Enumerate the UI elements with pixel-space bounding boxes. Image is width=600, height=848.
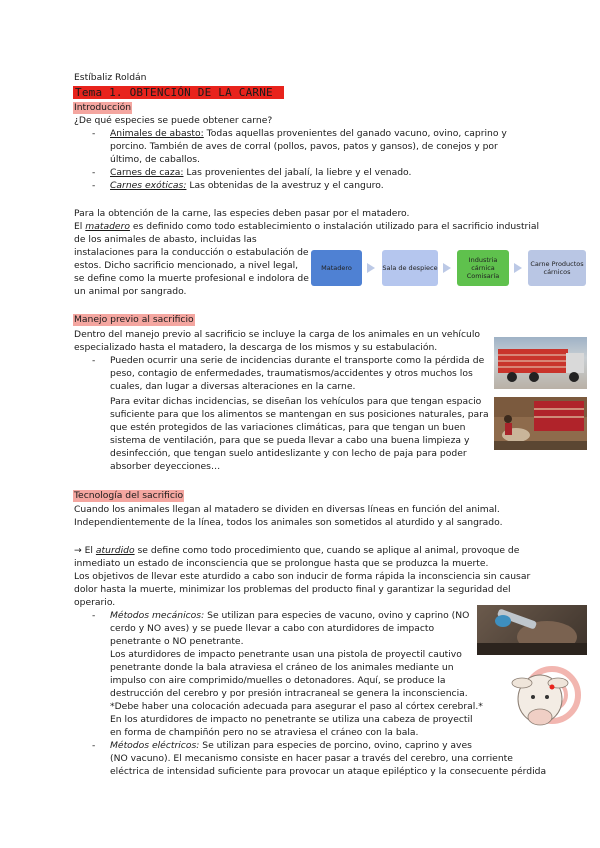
text: → El (74, 545, 96, 556)
text-line: peso, contagio de enfermedades, traumatismos/accidentes y otros muchos los (110, 368, 473, 379)
list-item (110, 740, 472, 752)
term: Animales de abasto: (110, 128, 204, 139)
bullet: - (92, 167, 96, 178)
arrow-icon (367, 263, 375, 273)
text-line: Pueden ocurrir una serie de incidencias durante el transporte como la pérdida de (110, 355, 485, 366)
text-line: porcino. También de aves de corral (pollos, pavos, patos y gansos), de conejos y por (110, 141, 498, 152)
diagram-box-industria: Industria cárnica Comisaría (457, 250, 509, 286)
text: Se utilizan para especies de vacuno, ovino y caprino (NO (204, 610, 470, 621)
text-line: un animal por sangrado. (74, 286, 187, 297)
bullet: - (92, 355, 96, 366)
text: Las obtenidas de la avestruz y el canguro. (186, 180, 384, 191)
text: se define como todo procedimiento que, cuando se aplique al animal, provoque de (134, 545, 520, 556)
section-heading-manejo: Manejo previo al sacrificio (74, 314, 194, 325)
author: Estíbaliz Roldán (74, 72, 147, 83)
text-line: sistema de ventilación, para que se pueda llevar a cabo una buena limpieza y (110, 435, 470, 446)
text-line: cuales, dan lugar a diversas alteraciones en la carne. (110, 381, 356, 392)
term: Métodos mecánicos: (110, 610, 205, 621)
term: Carnes de caza: (110, 167, 184, 178)
text-line: En los aturdidores de impacto no penetrante se utiliza una cabeza de proyectil (110, 714, 473, 725)
text: Se utilizan para especies de porcino, ovino, caprino y aves (199, 740, 472, 751)
text-line: Los objetivos de llevar este aturdido a cabo son inducir de forma rápida la inconsciencia sin causar (74, 571, 531, 582)
text-line: instalaciones para la conducción o estabulación de (74, 247, 309, 258)
diagram-box-carne: Carne Productos cárnicos (528, 250, 586, 286)
text-line: desinfección, que tengan suelo antideslizante y con lecho de paja para poder (110, 448, 467, 459)
loading-photo (494, 397, 587, 450)
paragraph (74, 545, 519, 557)
text-line: especializado hasta el matadero, la descarga de los mismos y su estabulación. (74, 342, 438, 353)
text-line: (NO vacuno). El mecanismo consiste en hacer pasar a través del cerebro, una corriente (110, 753, 513, 764)
list-item (110, 610, 469, 622)
term: Carnes exóticas: (110, 180, 187, 191)
text-line: que estén protegidos de las variaciones climáticas, para que tengan un buen (110, 422, 466, 433)
intro-question: ¿De qué especies se puede obtener carne? (74, 115, 273, 126)
bullet: - (92, 740, 96, 751)
cow-head-diagram (500, 663, 587, 728)
text-line: se define como la muerte profesional e indolora de (74, 273, 309, 284)
truck-photo (494, 337, 587, 389)
text-line: Cuando los animales llegan al matadero se dividen en diversas líneas en función del animal. (74, 504, 500, 515)
diagram-box-matadero: Matadero (311, 250, 362, 286)
text-line: penetrante donde la bala atraviesa el cráneo de los animales mediante un (110, 662, 454, 673)
bullet: - (92, 128, 96, 139)
text-line: Independientemente de la línea, todos los animales son sometidos al aturdido y al sangrado. (74, 517, 503, 528)
loading-image (494, 397, 587, 450)
text-line: estos. Dicho sacrificio mencionado, a nivel legal, (74, 260, 299, 271)
paragraph: Para la obtención de la carne, las especies deben pasar por el matadero. (74, 208, 410, 219)
section-heading-intro: Introducción (74, 102, 132, 113)
text-line: Dentro del manejo previo al sacrificio se incluye la carga de los animales en un vehículo (74, 329, 481, 340)
text-line: en forma de champiñón pero no se atraviesa el cráneo con la bala. (110, 727, 419, 738)
cow-head-image (500, 663, 587, 728)
text-line: suficiente para que los alimentos se mantengan en sus posiciones naturales, para (110, 409, 489, 420)
list-item (110, 167, 411, 179)
text-line: dolor hasta la muerte, minimizar los problemas del producto final y garantizar la seguridad del (74, 584, 511, 595)
bullet: - (92, 180, 96, 191)
diagram-box-sala-despiece: Sala de despiece (382, 250, 438, 286)
term: aturdido (95, 545, 135, 556)
paragraph (74, 221, 539, 233)
text-line: penetrante o NO penetrante. (110, 636, 244, 647)
term: matadero (85, 221, 130, 232)
text-line: operario. (74, 597, 116, 608)
text: es definido como todo establecimiento o instalación utilizado para el sacrificio industrial (129, 221, 540, 232)
text-line: de los animales de abasto, incluidas las (74, 234, 257, 245)
page-title: Tema 1. OBTENCIÓN DE LA CARNE (73, 86, 284, 99)
text-line: inmediato un estado de inconsciencia que se prolongue hasta que se produzca la muerte. (74, 558, 489, 569)
term: Métodos eléctricos: (110, 740, 200, 751)
text-line: eléctrica de intensidad suficiente para provocar un ataque epiléptico y la consecuente pérdida (110, 766, 547, 777)
arrow-icon (514, 263, 522, 273)
text-line: *Debe haber una colocación adecuada para asegurar el paso al córtex cerebral.* (110, 701, 483, 712)
text: Todas aquellas provenientes del ganado vacuno, ovino, caprino y (203, 128, 507, 139)
text-line: impulso con aire comprimido/muelles o detonadores. Aquí, se produce la (110, 675, 446, 686)
list-item (110, 128, 507, 140)
arrow-icon (443, 263, 451, 273)
section-heading-tecnologia: Tecnología del sacrificio (74, 490, 184, 501)
stunning-image (477, 605, 587, 655)
stunning-photo (477, 605, 587, 655)
text-line: destrucción del cerebro y por presión intracraneal se genera la inconsciencia. (110, 688, 468, 699)
text-line: último, de caballos. (110, 154, 200, 165)
text-line: Los aturdidores de impacto penetrante usan una pistola de proyectil cautivo (110, 649, 462, 660)
text-line: absorber deyecciones… (110, 461, 221, 472)
list-item (110, 180, 384, 192)
text: El (74, 221, 86, 232)
bullet: - (92, 610, 96, 621)
text-line: cerdo y NO aves) y se puede llevar a cabo con aturdidores de impacto (110, 623, 435, 634)
text-line: Para evitar dichas incidencias, se diseñan los vehículos para que tengan espacio (110, 396, 482, 407)
truck-image (494, 337, 587, 389)
text: Las provenientes del jabalí, la liebre y el venado. (183, 167, 412, 178)
